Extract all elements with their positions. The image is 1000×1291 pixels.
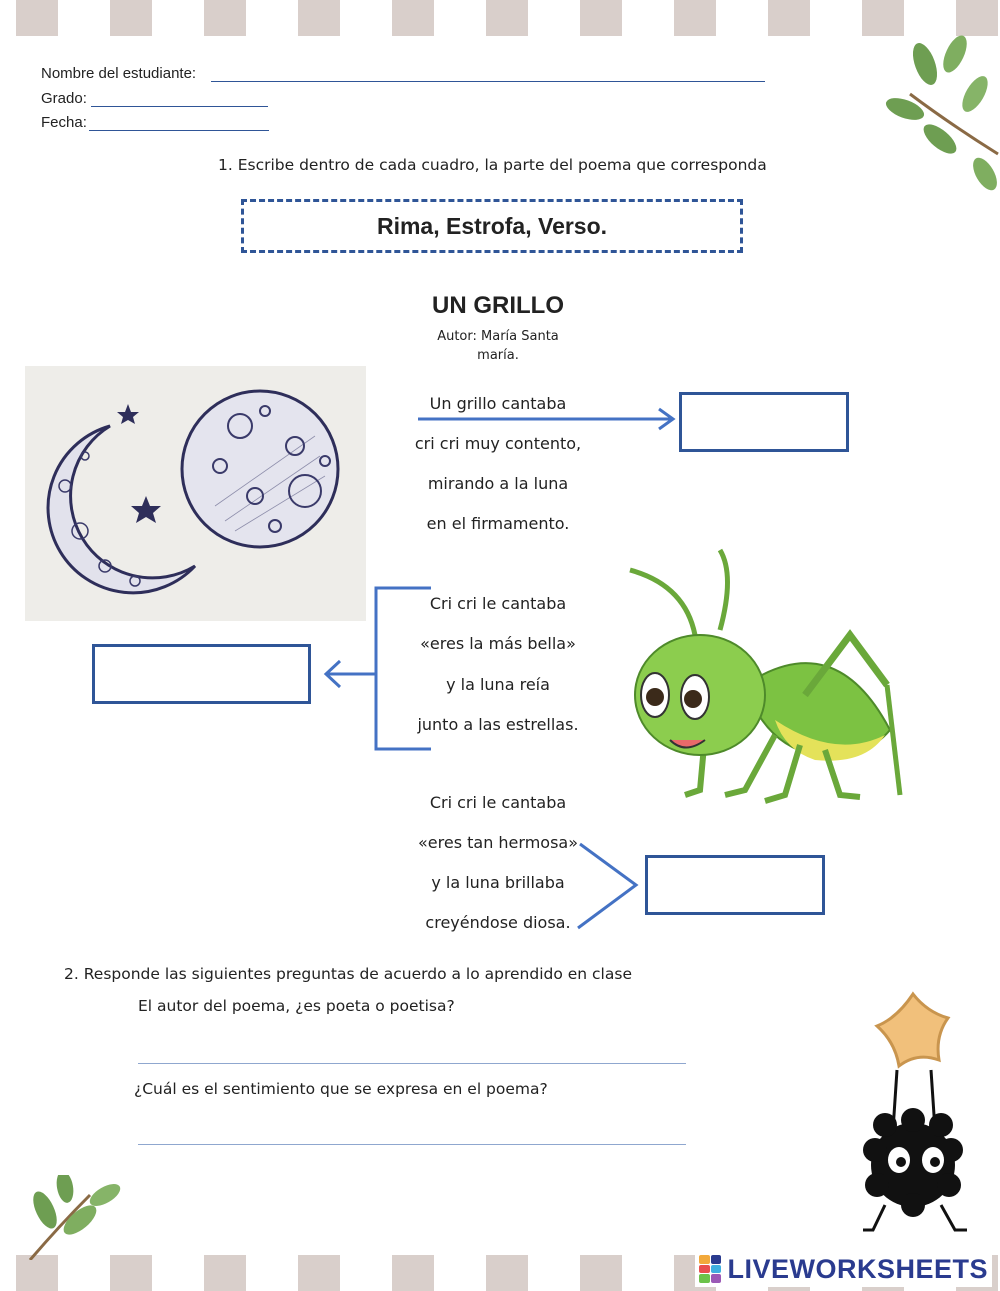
verse-2-1: Cri cri le cantaba xyxy=(429,594,567,613)
answer-line-2a[interactable] xyxy=(138,1063,686,1064)
verse-3-1: Cri cri le cantaba xyxy=(429,793,567,812)
verse-1-2: cri cri muy contento, xyxy=(414,434,582,453)
poem-author xyxy=(428,327,568,365)
answer-box-stanza[interactable] xyxy=(92,644,311,704)
options-text: Rima, Estrofa, Verso. xyxy=(376,212,608,239)
liveworksheets-logo xyxy=(695,1251,992,1287)
answer-box-verse[interactable] xyxy=(679,392,849,452)
answer-line-2b[interactable] xyxy=(138,1144,686,1145)
question-2a-text: El autor del poema, ¿es poeta o poetisa? xyxy=(138,997,455,1015)
verse-1-3: mirando a la luna xyxy=(427,474,569,493)
question-2b-text: ¿Cuál es el sentimiento que se expresa en el poema? xyxy=(134,1080,548,1098)
leaf-branch-icon xyxy=(880,34,1000,194)
top-border xyxy=(0,0,1000,36)
question-2-text: 2. Responde las siguientes preguntas de acuerdo a lo aprendido en clase xyxy=(64,965,632,983)
student-name-label: Nombre del estudiante: xyxy=(41,65,197,82)
moon-stars-illustration xyxy=(25,366,366,621)
grade-field[interactable] xyxy=(91,106,268,107)
cricket-illustration xyxy=(625,545,915,810)
answer-box-rhyme[interactable] xyxy=(645,855,825,915)
angle-arrow-icon xyxy=(572,838,642,933)
verse-2-3: y la luna reía xyxy=(446,675,550,694)
verse-1-4: en el firmamento. xyxy=(426,514,570,533)
options-box xyxy=(241,199,743,253)
logo-mark-icon xyxy=(699,1255,721,1283)
verse-3-4: creyéndose diosa. xyxy=(425,913,571,932)
brand-text: LIVEWORKSHEETS xyxy=(727,1253,988,1284)
grade-label: Grado: xyxy=(41,90,87,107)
arrow-right-icon xyxy=(415,405,680,435)
student-name-field[interactable] xyxy=(211,81,765,82)
verse-3-3: y la luna brillaba xyxy=(431,873,565,892)
author-line-2: maría. xyxy=(477,348,519,363)
question-1-text: 1. Escribe dentro de cada cuadro, la parte del poema que corresponda xyxy=(218,156,767,174)
leaf-branch-icon xyxy=(10,1175,130,1260)
verse-2-2: «eres la más bella» xyxy=(420,634,576,653)
verse-3-2: «eres tan hermosa» xyxy=(417,833,578,852)
soot-sprite-illustration xyxy=(855,990,985,1255)
verse-1-1: Un grillo cantaba xyxy=(429,394,567,413)
verse-2-4: junto a las estrellas. xyxy=(417,715,579,734)
date-label: Fecha: xyxy=(41,114,87,131)
bracket-arrow-icon xyxy=(318,585,438,755)
poem-title: UN GRILLO xyxy=(432,292,564,319)
date-field[interactable] xyxy=(89,130,269,131)
author-line-1: Autor: María Santa xyxy=(437,329,559,344)
